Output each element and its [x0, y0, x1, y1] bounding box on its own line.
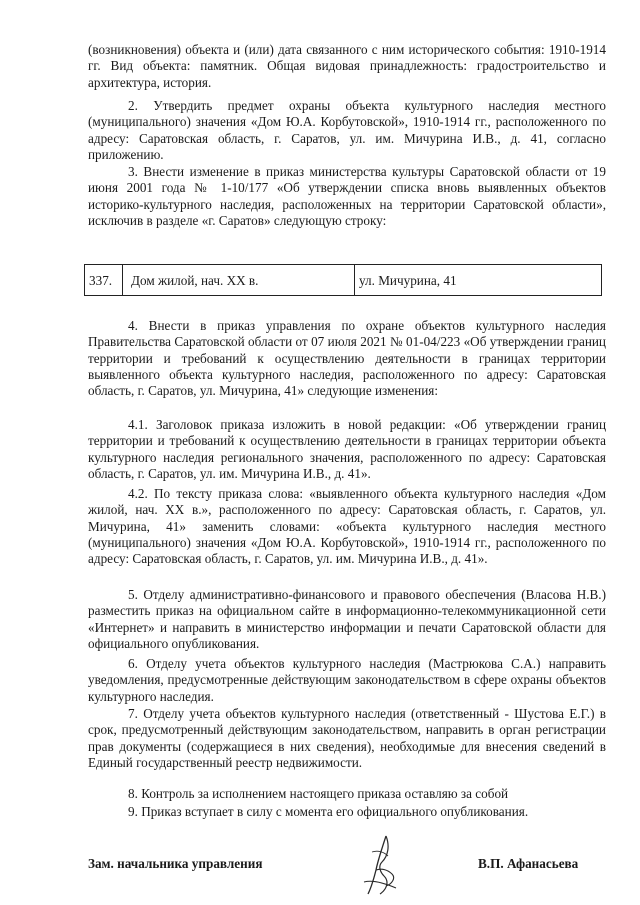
signatory-position: Зам. начальника управления: [88, 856, 263, 871]
paragraph-4-2: 4.2. По тексту приказа слова: «выявленного объекта культурного наследия «Дом жилой, нач. XX в.», расположенного по адресу: Саратовская область, г. Саратов, ул. Мичурина, 41» заменить словами: «объекта культурного наследия местного (муниципального) значения «Дом Ю.А. Корбутовской», 1910-1914 гг., расположенного по адресу: Саратовская область, г. Саратов, ул. им. Мичурина И.В., д. 41».: [88, 486, 606, 567]
paragraph-8: 8. Контроль за исполнением настоящего приказа оставляю за собой: [128, 786, 509, 801]
paragraph-2: 2. Утвердить предмет охраны объекта культурного наследия местного (муниципального) значения «Дом Ю.А. Корбутовской», 1910-1914 гг., расположенного по адресу: Саратовская область, г. Саратов, ул. им. Мичурина И.В., д. 41, согласно приложению.: [88, 98, 606, 162]
table-cell-address: ул. Мичурина, 41: [359, 273, 457, 288]
paragraph-5: 5. Отделу административно-финансового и правового обеспечения (Власова Н.В.) разместить приказ на официальном сайте в информационно-телекоммуникационной сети «Интернет» и направить в министерство информации и печати Саратовской области для официального опубликования.: [88, 587, 606, 651]
paragraph-3: 3. Внести изменение в приказ министерства культуры Саратовской области от 19 июня 2001 года № 1-10/177 «Об утверждении списка вновь выявленных объектов историко-культурного наследия, расположенных на территории Саратовской области», исключив в разделе «г. Саратов» следующую строку:: [88, 164, 606, 228]
paragraph-4-1: 4.1. Заголовок приказа изложить в новой редакции: «Об утверждении границ территории и требований к осуществлению деятельности в границах территории объекта культурного наследия регионального значения, расположенного по адресу: Саратовская область, г. Саратов, ул. им. Мичурина И.В., д. 41».: [88, 417, 606, 481]
table-cell-object-name: Дом жилой, нач. XX в.: [123, 265, 355, 295]
paragraph-object-date: (возникновения) объекта и (или) дата связанного с ним исторического события: 1910-1914 гг. Вид объекта: памятник. Общая видовая принадлежность: градостроительство и архитектура, история.: [88, 42, 606, 90]
handwritten-signature: [352, 832, 416, 898]
paragraph-9: 9. Приказ вступает в силу с момента его официального опубликования.: [128, 804, 529, 819]
excluded-row-table: [84, 264, 602, 296]
paragraph-4: 4. Внести в приказ управления по охране объектов культурного наследия Правительства Саратовской области от 07 июля 2021 № 01-04/223 «Об утверждении границ территории и требований к осуществлению деятельности в границах территории выявленного объекта культурного наследия, расположенного по адресу: Саратовская область, г. Саратов, ул. Мичурина, 41» следующие изменения:: [88, 318, 606, 399]
paragraph-7: 7. Отделу учета объектов культурного наследия (ответственный - Шустова Е.Г.) в срок, предусмотренный действующим законодательством, направить в орган регистрации прав документы (содержащиеся в них сведения), необходимые для внесения сведений в Единый государственный реестр недвижимости.: [88, 706, 606, 770]
signatory-name: В.П. Афанасьева: [478, 856, 579, 871]
paragraph-6: 6. Отделу учета объектов культурного наследия (Мастрюкова С.А.) направить уведомления, предусмотренные действующим законодательством в сфере охраны объектов культурного наследия.: [88, 656, 606, 704]
table-cell-number: 337.: [85, 265, 123, 295]
